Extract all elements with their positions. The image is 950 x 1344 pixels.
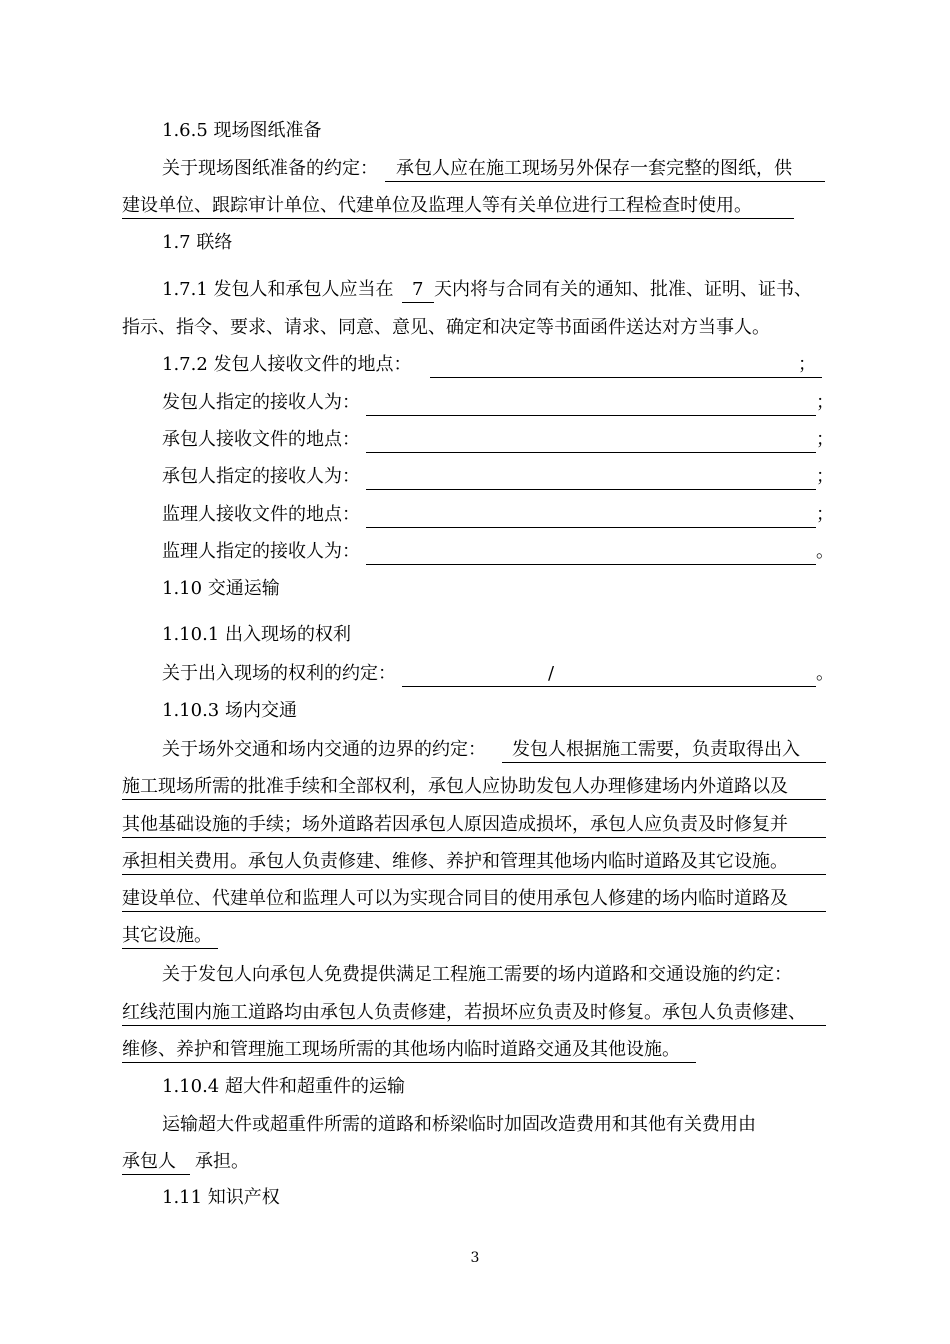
boundary-line (0, 772, 950, 802)
contact-blank (366, 527, 816, 528)
oversize-party: 承包人 (122, 1151, 176, 1172)
drawings-label: 关于现场图纸准备的约定： (162, 158, 378, 179)
notice-line-2-text: 指示、指令、要求、请求、同意、意见、确定和决定等书面函件送达对方当事人。 (122, 317, 770, 338)
heading-1-10-3 (0, 696, 950, 726)
heading-text: 1.7 联络 (162, 232, 233, 253)
access-rights-blank (402, 686, 816, 687)
contact-blank (430, 377, 822, 378)
notice-line-1 (0, 275, 950, 305)
notice-prefix: 1.7.1 发包人和承包人应当在 (162, 279, 394, 300)
heading-1-6-5 (0, 116, 950, 146)
heading-1-10 (0, 574, 950, 604)
contact-blank (366, 452, 816, 453)
contact-blank (366, 415, 816, 416)
contact-row (0, 350, 950, 380)
notice-line-2 (0, 313, 950, 343)
boundary-line (0, 884, 950, 914)
contact-row (0, 500, 950, 530)
heading-text: 1.10.1 出入现场的权利 (162, 624, 351, 645)
access-rights-value: / (548, 663, 555, 684)
heading-1-10-1 (0, 620, 950, 650)
boundary-value: 发包人根据施工需要，负责取得出入 (512, 739, 800, 760)
oversize-line-2 (0, 1147, 950, 1177)
free-roads-value: 红线范围内施工道路均由承包人负责修建，若损坏应负责及时修复。承包人负责修建、 (122, 1002, 806, 1023)
contact-end: ； (816, 429, 834, 450)
contact-blank (366, 564, 816, 565)
oversize-line-1 (0, 1110, 950, 1140)
drawings-line-2 (0, 191, 950, 221)
contact-end: ； (816, 504, 834, 525)
heading-1-10-4 (0, 1072, 950, 1102)
free-roads-label-line (0, 960, 950, 990)
contact-label: 1.7.2 发包人接收文件的地点： (162, 354, 412, 375)
contact-label: 监理人接收文件的地点： (162, 504, 360, 525)
free-roads-line (0, 1035, 950, 1065)
boundary-line (0, 847, 950, 877)
heading-text: 1.6.5 现场图纸准备 (162, 120, 322, 141)
heading-1-11 (0, 1183, 950, 1213)
boundary-value: 建设单位、代建单位和监理人可以为实现合同目的使用承包人修建的场内临时道路及 (122, 888, 788, 909)
access-rights-label: 关于出入现场的权利的约定： (162, 663, 396, 684)
boundary-line (0, 921, 950, 951)
contact-row (0, 462, 950, 492)
contact-row (0, 537, 950, 567)
drawings-value-1: 承包人应在施工现场另外保存一套完整的图纸，供 (396, 158, 792, 179)
heading-text: 1.11 知识产权 (162, 1187, 280, 1208)
heading-1-7 (0, 228, 950, 258)
page-number: 3 (470, 1250, 480, 1266)
free-roads-value: 维修、养护和管理施工现场所需的其他场内临时道路交通及其他设施。 (122, 1039, 680, 1060)
heading-text: 1.10.4 超大件和超重件的运输 (162, 1076, 405, 1097)
contact-end: ； (816, 466, 834, 487)
access-rights-row (0, 659, 950, 689)
oversize-text: 运输超大件或超重件所需的道路和桥梁临时加固改造费用和其他有关费用由 (162, 1114, 756, 1135)
contact-label: 承包人接收文件的地点： (162, 429, 360, 450)
contact-blank (366, 489, 816, 490)
notice-suffix: 天内将与合同有关的通知、批准、证明、证书、 (434, 279, 812, 300)
boundary-value: 其它设施。 (122, 925, 212, 946)
oversize-suffix: 承担。 (195, 1151, 249, 1172)
heading-text: 1.10 交通运输 (162, 578, 280, 599)
contact-end: ； (798, 354, 816, 375)
boundary-value: 施工现场所需的批准手续和全部权利，承包人应协助发包人办理修建场内外道路以及 (122, 776, 788, 797)
boundary-line (0, 810, 950, 840)
contact-end: 。 (816, 541, 834, 562)
boundary-line-1 (0, 735, 950, 765)
boundary-label: 关于场外交通和场内交通的边界的约定： (162, 739, 486, 760)
access-rights-end: 。 (816, 663, 834, 684)
contact-row (0, 388, 950, 418)
free-roads-label: 关于发包人向承包人免费提供满足工程施工需要的场内道路和交通设施的约定： (162, 964, 792, 985)
boundary-value: 其他基础设施的手续；场外道路若因承包人原因造成损坏，承包人应负责及时修复并 (122, 814, 788, 835)
notice-days: 7 (412, 279, 424, 300)
contact-label: 监理人指定的接收人为： (162, 541, 360, 562)
contact-row (0, 425, 950, 455)
contact-label: 承包人指定的接收人为： (162, 466, 360, 487)
drawings-value-2: 建设单位、跟踪审计单位、代建单位及监理人等有关单位进行工程检查时使用。 (122, 195, 752, 216)
free-roads-line (0, 998, 950, 1028)
contact-label: 发包人指定的接收人为： (162, 392, 360, 413)
contact-end: ； (816, 392, 834, 413)
drawings-line-1 (0, 154, 950, 184)
boundary-value: 承担相关费用。承包人负责修建、维修、养护和管理其他场内临时道路及其它设施。 (122, 851, 788, 872)
heading-text: 1.10.3 场内交通 (162, 700, 297, 721)
